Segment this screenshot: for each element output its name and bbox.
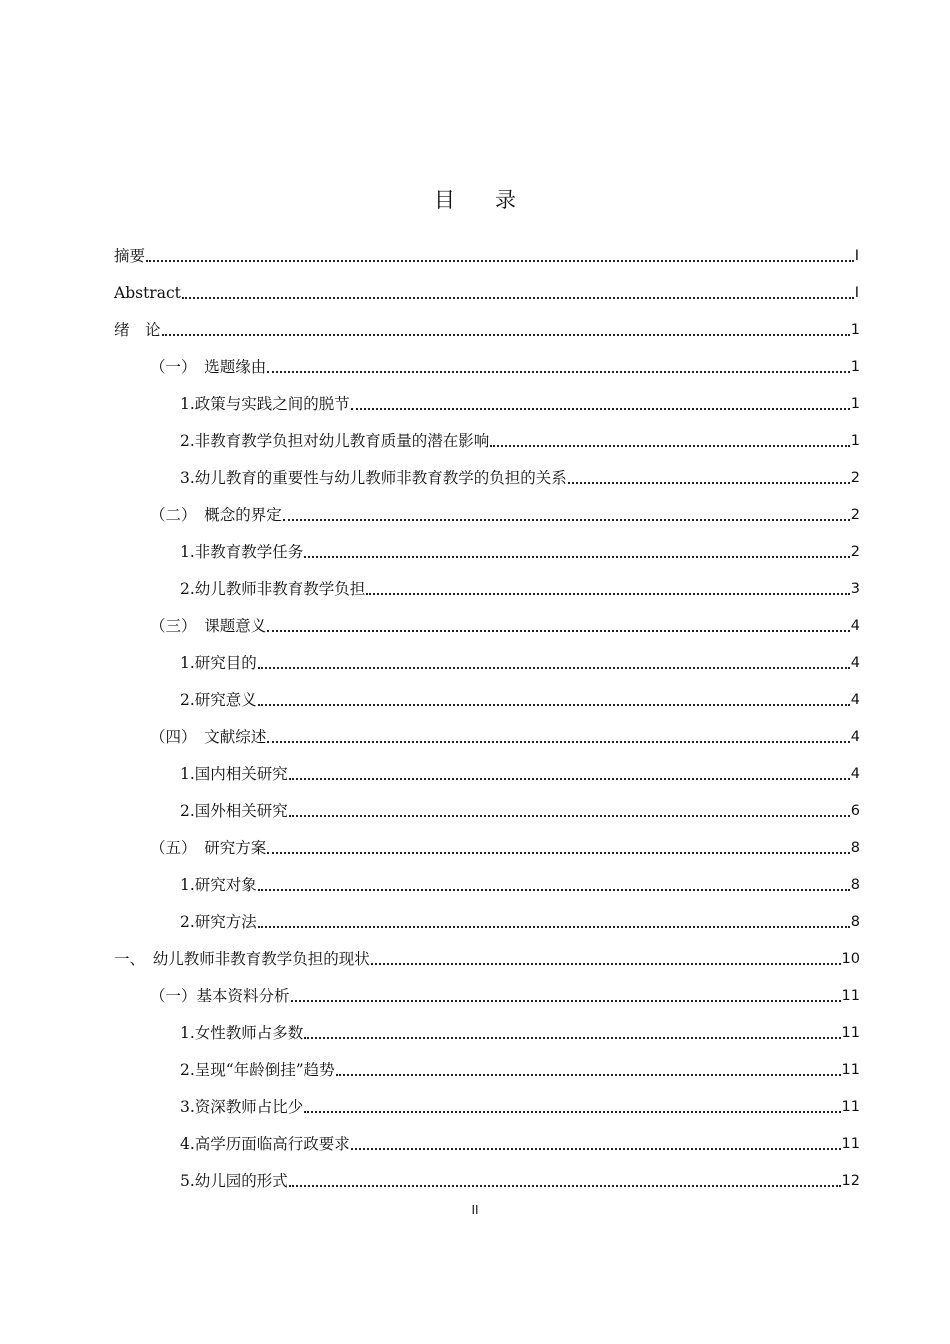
toc-entry-page: I [854, 285, 859, 301]
toc-entry-label: 2.呈现“年龄倒挂”趋势 [180, 1061, 335, 1079]
dot-leader [289, 1185, 841, 1187]
toc-entry[interactable] [180, 858, 860, 895]
toc-entry-page: 4 [850, 766, 860, 782]
toc-entry-page: 2 [850, 507, 860, 523]
dot-leader [267, 741, 850, 743]
toc-entry-page: 1 [850, 396, 860, 412]
dot-leader [258, 667, 850, 669]
dot-leader [291, 1000, 841, 1002]
toc-entry[interactable] [180, 451, 860, 488]
toc-entry[interactable] [180, 784, 860, 821]
toc-entry-label: 1.政策与实践之间的脱节 [180, 395, 350, 413]
toc-entry[interactable] [180, 895, 860, 932]
toc-entry[interactable] [180, 414, 860, 451]
toc-entry-label: （四） 文献综述 [150, 728, 267, 746]
toc-entry-page: I [854, 248, 859, 264]
toc-entry[interactable] [150, 340, 860, 377]
toc-entry-label: 1.研究对象 [180, 876, 257, 894]
toc-entry-label: 2.幼儿教师非教育教学负担 [180, 580, 366, 598]
toc-entry-label: 2.国外相关研究 [180, 802, 288, 820]
dot-leader [366, 593, 849, 595]
toc-entry-page: 11 [841, 1062, 860, 1078]
toc-entry-label: （五） 研究方案 [150, 839, 267, 857]
toc-entry[interactable] [180, 1154, 860, 1191]
toc-entry[interactable] [150, 969, 860, 1006]
dot-leader [568, 482, 850, 484]
toc-entry-page: 1 [850, 322, 860, 338]
toc-entry[interactable] [180, 525, 860, 562]
toc-entry[interactable] [180, 1043, 860, 1080]
dot-leader [258, 926, 850, 928]
toc-entry-page: 11 [841, 1136, 860, 1152]
dot-leader [304, 1111, 840, 1113]
dot-leader [351, 1148, 841, 1150]
dot-leader [258, 889, 850, 891]
dot-leader [304, 556, 849, 558]
toc-entry-label: 1.国内相关研究 [180, 765, 288, 783]
toc-entry-page: 8 [850, 840, 860, 856]
dot-leader [182, 297, 854, 299]
toc-entry-label: （三） 课题意义 [150, 617, 267, 635]
toc-entry[interactable] [180, 1080, 860, 1117]
toc-entry-page: 4 [850, 692, 860, 708]
toc-entry-page: 6 [850, 803, 860, 819]
dot-leader [336, 1074, 841, 1076]
toc-entry[interactable] [180, 377, 860, 414]
toc-entry-label: 3.资深教师占比少 [180, 1098, 304, 1116]
dot-leader [283, 519, 850, 521]
dot-leader [289, 778, 850, 780]
page-title: 目录 [434, 188, 556, 212]
toc-entry-label: 1.研究目的 [180, 654, 257, 672]
toc-entry-page: 10 [841, 951, 860, 967]
toc-entry-page: 11 [841, 988, 860, 1004]
toc-entry[interactable] [180, 1117, 860, 1154]
toc-entry[interactable] [180, 562, 860, 599]
toc-entry-label: 2.研究方法 [180, 913, 257, 931]
toc-entry-page: 4 [850, 618, 860, 634]
toc-entry-page: 11 [841, 1025, 860, 1041]
toc-entry[interactable] [114, 229, 859, 266]
toc-entry[interactable] [150, 488, 860, 525]
toc-entry-label: 5.幼儿园的形式 [180, 1172, 288, 1190]
toc-entry-label: （一）基本资料分析 [150, 987, 290, 1005]
toc-entry[interactable] [150, 821, 860, 858]
dot-leader [162, 334, 850, 336]
dot-leader [267, 371, 850, 373]
toc-entry-label: （一） 选题缘由 [150, 358, 267, 376]
toc-entry-label: 3.幼儿教育的重要性与幼儿教师非教育教学的负担的关系 [180, 469, 567, 487]
toc-entry-label: 2.研究意义 [180, 691, 257, 709]
toc-entry-label: 4.高学历面临高行政要求 [180, 1135, 350, 1153]
dot-leader [258, 704, 850, 706]
toc-entry[interactable] [114, 266, 859, 303]
toc-entry-page: 1 [850, 433, 860, 449]
toc-entry[interactable] [150, 710, 860, 747]
toc-entry-page: 12 [841, 1173, 860, 1189]
toc-entry-label: 绪 论 [114, 321, 161, 339]
toc-entry[interactable] [180, 636, 860, 673]
page-number: II [471, 1203, 479, 1217]
dot-leader [371, 963, 841, 965]
toc-entry-page: 8 [850, 914, 860, 930]
dot-leader [146, 260, 854, 262]
toc-entry-label: 一、 幼儿教师非教育教学负担的现状 [114, 950, 370, 968]
toc-entry[interactable] [180, 673, 860, 710]
toc-entry-label: Abstract [114, 284, 181, 302]
toc-entry-label: 2.非教育教学负担对幼儿教育质量的潜在影响 [180, 432, 490, 450]
toc-entry[interactable] [150, 599, 860, 636]
toc-entry-page: 2 [850, 470, 860, 486]
toc-entry[interactable] [180, 1006, 860, 1043]
toc-entry-label: 摘要 [114, 247, 146, 265]
dot-leader [351, 408, 850, 410]
toc-entry-label: 1.非教育教学任务 [180, 543, 304, 561]
toc-entry[interactable] [180, 747, 860, 784]
toc-entry-page: 3 [850, 581, 860, 597]
toc-entry-page: 4 [850, 729, 860, 745]
toc-entry-page: 11 [841, 1099, 860, 1115]
dot-leader [267, 630, 850, 632]
toc-entry[interactable] [114, 303, 860, 340]
toc-entry-label: （二） 概念的界定 [150, 506, 282, 524]
dot-leader [304, 1037, 840, 1039]
dot-leader [289, 815, 850, 817]
toc-entry-page: 1 [850, 359, 860, 375]
dot-leader [490, 445, 849, 447]
toc-entry-page: 8 [850, 877, 860, 893]
toc-entry-page: 4 [850, 655, 860, 671]
toc-entry[interactable] [114, 932, 860, 969]
toc-entry-page: 2 [850, 544, 860, 560]
toc-entry-label: 1.女性教师占多数 [180, 1024, 304, 1042]
dot-leader [267, 852, 850, 854]
